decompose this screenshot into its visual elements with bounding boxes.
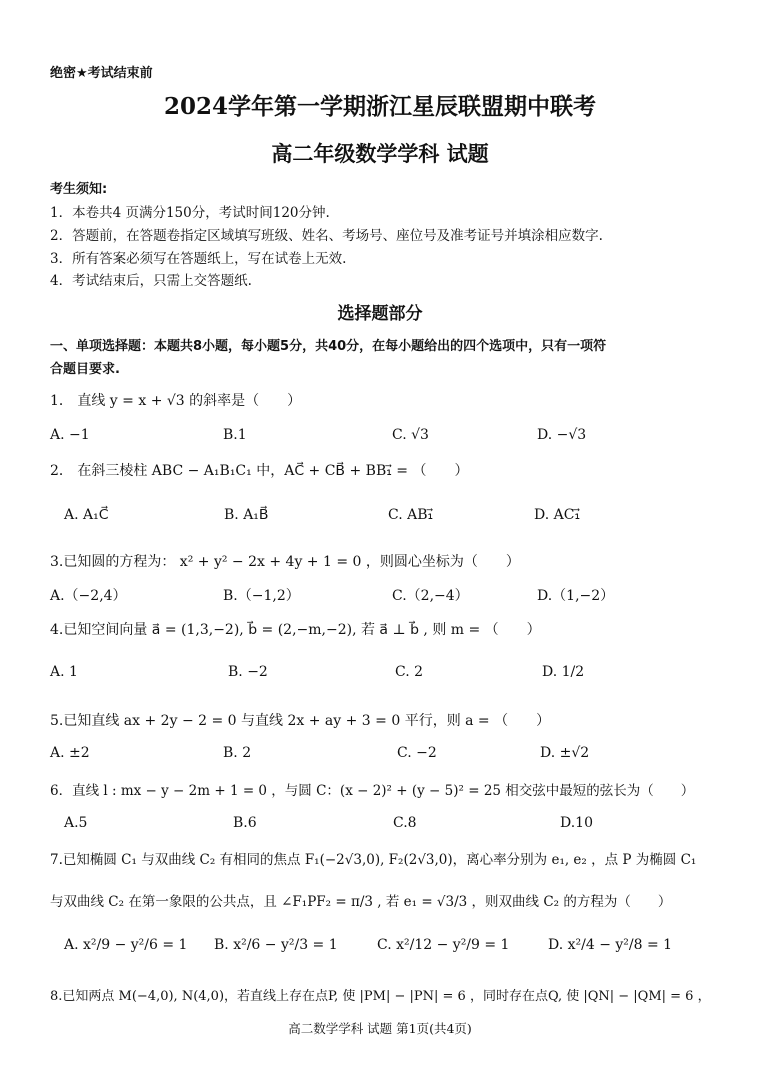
option: D. AC₁⃗ (534, 507, 581, 523)
question-stem: 1． 直线 y = x + √3 的斜率是（ ） (50, 393, 302, 409)
question-stem: 与双曲线 C₂ 在第一象限的公共点，且 ∠F₁PF₂ = π/3 , 若 e₁ = √3/3 ，则双曲线 C₂ 的方程为（ ） (50, 894, 672, 910)
question-stem: 4.已知空间向量 a⃗ = (1,3,−2), b⃗ = (2,−m,−2), 若 a⃗ ⊥ b⃗ , 则 m = （ ） (50, 622, 541, 638)
question-stem: 2． 在斜三棱柱 ABC − A₁B₁C₁ 中，AC⃗ + CB⃗ + BB₁⃗ = （ ） (50, 463, 469, 479)
notice-item: 2．答题前，在答题卷指定区域填写班级、姓名、考场号、座位号及准考证号并填涂相应数字. (50, 228, 603, 244)
notice-item: 1．本卷共4 页满分150分，考试时间120分钟. (50, 205, 330, 221)
option: B.（−1,2） (223, 588, 300, 604)
section-title: 选择题部分 (337, 304, 423, 324)
notice-item: 3．所有答案必须写在答题纸上，写在试卷上无效. (50, 251, 347, 267)
option: C. √3 (392, 427, 429, 443)
question-stem: 3.已知圆的方程为： x² + y² − 2x + 4y + 1 = 0 ，则圆心坐标为（ ） (50, 554, 520, 570)
option: C. x²/12 − y²/9 = 1 (377, 937, 510, 953)
option: A.（−2,4） (50, 588, 127, 604)
question-stem: 5.已知直线 ax + 2y − 2 = 0 与直线 2x + ay + 3 = 0 平行，则 a = （ ） (50, 713, 551, 729)
option: B. x²/6 − y²/3 = 1 (214, 937, 338, 953)
question-stem: 8.已知两点 M(−4,0), N(4,0)，若直线上存在点P, 使 |PM| − |PN| = 6 ，同时存在点Q, 使 |QN| − |QM| = 6 ， (50, 989, 711, 1004)
section-heading: 合题目要求. (50, 362, 120, 377)
option: C. 2 (395, 664, 424, 680)
option: B. −2 (228, 664, 268, 680)
question-stem: 7.已知椭圆 C₁ 与双曲线 C₂ 有相同的焦点 F₁(−2√3,0), F₂(2√3,0)，离心率分别为 e₁, e₂ ，点 P 为椭圆 C₁ (50, 852, 697, 868)
exam-subtitle: 高二年级数学学科 试题 (271, 141, 489, 166)
option: A. ±2 (50, 745, 90, 761)
option: D. x²/4 − y²/8 = 1 (548, 937, 673, 953)
option: C.（2,−4） (392, 588, 469, 604)
option: D.10 (560, 815, 593, 831)
option: B.1 (223, 427, 247, 443)
option: B.6 (233, 815, 257, 831)
section-heading: 一、单项选择题：本题共8小题，每小题5分，共40分，在每小题给出的四个选项中，只有一项符 (50, 339, 607, 354)
option: A.5 (64, 815, 88, 831)
option: A. A₁C⃗ (64, 507, 109, 523)
option: A. 1 (50, 664, 78, 680)
notice-item: 4．考试结束后，只需上交答题纸. (50, 273, 252, 289)
option: D. −√3 (537, 427, 587, 443)
option: B. 2 (223, 745, 252, 761)
secret-label: 绝密★考试结束前 (50, 66, 153, 81)
page-footer: 高二数学学科 试题 第1页(共4页) (288, 1021, 472, 1036)
exam-title: 2024学年第一学期浙江星辰联盟期中联考 (163, 93, 596, 120)
option: D. 1/2 (542, 664, 585, 680)
option: C. −2 (397, 745, 437, 761)
option: B. A₁B⃗ (224, 507, 269, 523)
option: D.（1,−2） (537, 588, 615, 604)
option: C. AB₁⃗ (388, 507, 434, 523)
option: D. ±√2 (540, 745, 590, 761)
question-stem: 6．直线 l : mx − y − 2m + 1 = 0 ，与圆 C：(x − 2)² + (y − 5)² = 25 相交弦中最短的弦长为（ ） (50, 783, 695, 799)
notice-heading: 考生须知: (50, 182, 108, 197)
option: C.8 (393, 815, 417, 831)
option: A. x²/9 − y²/6 = 1 (64, 937, 188, 953)
option: A. −1 (50, 427, 90, 443)
